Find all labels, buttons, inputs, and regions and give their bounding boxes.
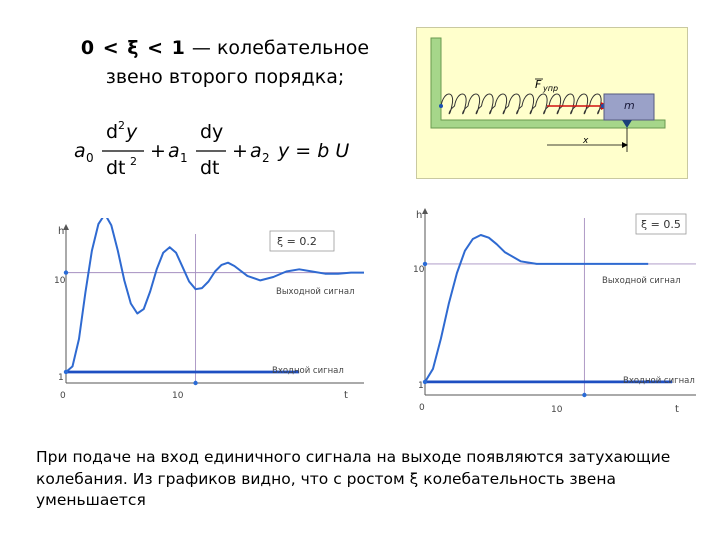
output-signal-line [425, 235, 648, 382]
y-tick-dot-10 [64, 270, 68, 274]
frac2-num: dy [200, 121, 224, 143]
slide-heading [60, 34, 390, 92]
y-tick-label-1: 1 [418, 381, 424, 391]
frac1-num-sup: 2 [118, 119, 125, 132]
y-axis-label: h [416, 210, 423, 221]
heading-condition: 0 < ξ < 1 [80, 37, 186, 59]
coef-a2: a [250, 140, 262, 162]
chart-right-plot [422, 208, 696, 397]
spring [441, 94, 603, 114]
y-tick-label-10: 10 [413, 265, 425, 275]
frac2-den: dt [200, 157, 220, 179]
x-tick-label-0: 0 [60, 391, 66, 401]
differential-equation [70, 113, 370, 183]
x-axis-label: t [675, 404, 679, 415]
y-axis-label: h [58, 226, 65, 237]
x-tick-label-10: 10 [172, 391, 184, 401]
coef-a2-sub: 2 [262, 151, 270, 165]
input-signal-label: Входной сигнал [623, 376, 695, 386]
output-signal-label: Выходной сигнал [602, 276, 681, 286]
x-tick-label-0: 0 [419, 403, 425, 413]
slide-caption [36, 447, 676, 512]
step-response-chart-xi-0-2 [36, 218, 376, 403]
mass-label: m [624, 99, 635, 112]
step-response-chart-xi-0-5 [400, 204, 710, 418]
force-label: F [535, 78, 542, 91]
force-label-sub: упр [543, 84, 559, 93]
spring-mass-diagram [417, 28, 687, 178]
coef-a0: a [74, 140, 86, 162]
caption-part1: При подаче на вход единичного сигнала на выходе появляются затухающие колебания. Из графиков видно, что с ростом [36, 448, 671, 488]
caption-part2: колебательность звена уменьшается [36, 469, 616, 509]
origin-dot [64, 370, 68, 374]
input-signal-label: Входной сигнал [272, 366, 344, 376]
plus1: + [150, 140, 166, 162]
x-tick-label-10: 10 [551, 405, 563, 415]
frac1-den: dt [106, 157, 126, 179]
spring-mass-illustration [416, 27, 688, 179]
x-tick-dot-10 [582, 393, 586, 397]
y-axis-arrowhead [422, 208, 428, 214]
caption-xi: ξ [409, 469, 419, 488]
frac1-num: d [106, 121, 119, 143]
x-axis-label: t [344, 390, 348, 401]
coef-a1: a [168, 140, 180, 162]
equation-rhs: y = b U [278, 140, 350, 162]
coef-a0-sub: 0 [86, 151, 94, 165]
y-tick-label-1: 1 [58, 373, 64, 383]
heading-line2: звено второго порядка; [105, 66, 345, 88]
output-signal-label: Выходной сигнал [276, 287, 355, 297]
legend-label: ξ = 0.5 [641, 218, 681, 231]
legend-label: ξ = 0.2 [277, 235, 317, 248]
spring-anchor [439, 104, 443, 108]
x-tick-dot-10 [193, 381, 197, 385]
coef-a1-sub: 1 [180, 151, 188, 165]
y-tick-label-10: 10 [54, 276, 66, 286]
plus2: + [232, 140, 248, 162]
x-axis-label: x [583, 136, 589, 146]
frac1-num-var: y [126, 121, 138, 143]
heading-line1-rest: — колебательное [185, 37, 370, 59]
frac1-den-sup: 2 [130, 155, 137, 168]
